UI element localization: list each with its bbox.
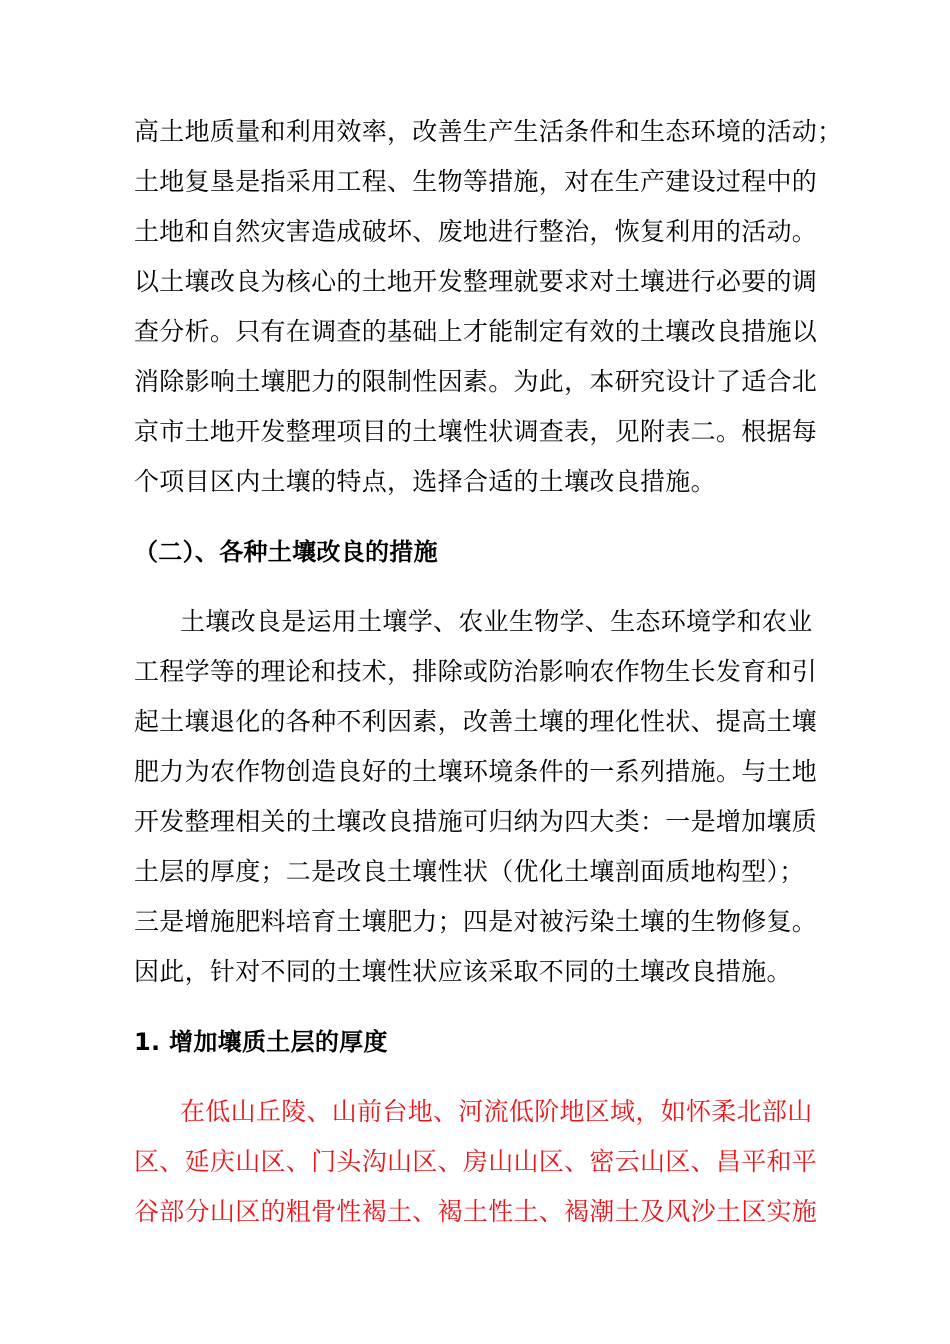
paragraph2-line-6: 土层的厚度；二是改良土壤性状（优化土壤剖面质地构型）； xyxy=(134,857,805,886)
paragraph3-line-2: 区、延庆山区、门头沟山区、房山山区、密云山区、昌平和平 xyxy=(134,1147,818,1176)
paragraph2-line-1: 土壤改良是运用土壤学、农业生物学、生态环境学和农业 xyxy=(180,607,813,636)
paragraph2-line-4: 肥力为农作物创造良好的土壤环境条件的一系列措施。与土地 xyxy=(134,757,818,786)
paragraph1-line-6: 消除影响土壤肥力的限制性因素。为此，本研究设计了适合北 xyxy=(134,367,818,396)
section-heading-3: 1. 增加壤质土层的厚度 xyxy=(134,1028,388,1056)
paragraph2-line-2: 工程学等的理论和技术，排除或防治影响农作物生长发育和引 xyxy=(134,657,818,686)
section-heading-2: （二）、各种土壤改良的措施 xyxy=(134,538,438,566)
paragraph2-line-5: 开发整理相关的土壤改良措施可归纳为四大类：一是增加壤质 xyxy=(134,807,818,836)
paragraph1-line-8: 个项目区内土壤的特点，选择合适的土壤改良措施。 xyxy=(134,467,716,496)
paragraph1-line-4: 以土壤改良为核心的土地开发整理就要求对土壤进行必要的调 xyxy=(134,267,818,296)
paragraph2-line-7: 三是增施肥料培育土壤肥力；四是对被污染土壤的生物修复。 xyxy=(134,907,818,936)
paragraph1-line-1: 高土地质量和利用效率，改善生产生活条件和生态环境的活动； xyxy=(134,117,843,146)
paragraph1-line-7: 京市土地开发整理项目的土壤性状调查表，见附表二。根据每 xyxy=(134,417,818,446)
paragraph2-line-8: 因此，针对不同的土壤性状应该采取不同的土壤改良措施。 xyxy=(134,957,792,986)
paragraph1-line-3: 土地和自然灾害造成破坏、废地进行整治，恢复利用的活动。 xyxy=(134,217,818,246)
paragraph3-line-3: 谷部分山区的粗骨性褐土、褐土性土、褐潮土及风沙土区实施 xyxy=(134,1197,818,1226)
paragraph2-line-3: 起土壤退化的各种不利因素，改善土壤的理化性状、提高土壤 xyxy=(134,707,818,736)
paragraph1-line-2: 土地复垦是指采用工程、生物等措施，对在生产建设过程中的 xyxy=(134,167,818,196)
paragraph1-line-5: 查分析。只有在调查的基础上才能制定有效的土壤改良措施以 xyxy=(134,317,818,346)
paragraph3-line-1: 在低山丘陵、山前台地、河流低阶地区域，如怀柔北部山 xyxy=(180,1097,813,1126)
